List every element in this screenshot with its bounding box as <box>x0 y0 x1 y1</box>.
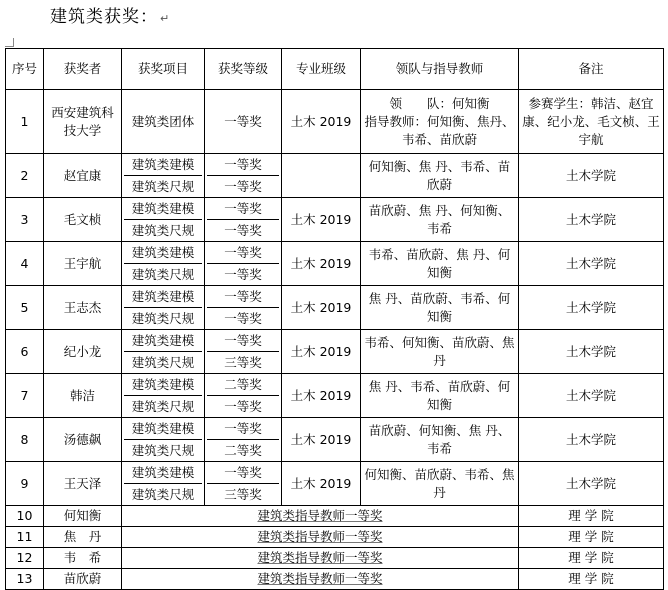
row-winner: 王宇航 <box>44 242 122 286</box>
header-project: 获奖项目 <box>122 49 205 90</box>
row-project: 建筑类团体 <box>122 90 205 154</box>
header-level: 获奖等级 <box>205 49 282 90</box>
row-remark: 土木学院 <box>519 418 664 462</box>
teacher-row <box>6 506 664 527</box>
row-projects <box>122 374 205 418</box>
row-award <box>122 569 519 590</box>
row-levels <box>205 286 282 330</box>
row-class: 土木 2019 <box>282 418 361 462</box>
team-row <box>6 90 664 154</box>
row-no: 2 <box>6 154 44 198</box>
row-teachers: 韦希、何知衡、苗欣蔚、焦 丹 <box>361 330 519 374</box>
project-item: 建筑类建模 <box>131 157 195 172</box>
row-remark: 理 学 院 <box>519 569 664 590</box>
level-item: 二等奖 <box>224 377 262 392</box>
row-no: 8 <box>6 418 44 462</box>
row-remark: 理 学 院 <box>519 527 664 548</box>
level-item: 一等奖 <box>207 307 279 329</box>
row-winner: 毛文桢 <box>44 198 122 242</box>
row-remark: 理 学 院 <box>519 548 664 569</box>
project-item: 建筑类尺规 <box>124 175 202 197</box>
row-winner: 焦 丹 <box>44 527 122 548</box>
row-remark: 土木学院 <box>519 242 664 286</box>
level-item: 一等奖 <box>207 175 279 197</box>
row-projects <box>122 198 205 242</box>
row-class: 土木 2019 <box>282 374 361 418</box>
row-no: 6 <box>6 330 44 374</box>
project-item: 建筑类尺规 <box>124 263 202 285</box>
teacher-row <box>6 527 664 548</box>
row-winner: 西安建筑科技大学 <box>44 90 122 154</box>
row-remark: 土木学院 <box>519 462 664 506</box>
row-levels <box>205 198 282 242</box>
row-teachers: 韦希、苗欣蔚、焦 丹、何知衡 <box>361 242 519 286</box>
heading-text: 建筑类获奖： <box>50 7 158 27</box>
row-teachers: 何知衡、焦 丹、韦希、苗欣蔚 <box>361 154 519 198</box>
level-item: 一等奖 <box>224 157 262 172</box>
level-item: 一等奖 <box>207 395 279 417</box>
row-teachers: 苗欣蔚、焦 丹、何知衡、韦希 <box>361 198 519 242</box>
row-projects <box>122 286 205 330</box>
award-text: 建筑类指导教师一等奖 <box>257 550 383 565</box>
row-projects <box>122 462 205 506</box>
row-no: 10 <box>6 506 44 527</box>
row-remark: 土木学院 <box>519 374 664 418</box>
row-levels <box>205 374 282 418</box>
row-winner: 王天泽 <box>44 462 122 506</box>
header-teachers: 领队与指导教师 <box>361 49 519 90</box>
header-winner: 获奖者 <box>44 49 122 90</box>
level-item: 一等奖 <box>224 245 262 260</box>
level-item: 三等奖 <box>207 351 279 373</box>
header-no: 序号 <box>6 49 44 90</box>
table-row <box>6 154 664 198</box>
project-item: 建筑类尺规 <box>124 483 202 505</box>
row-winner: 纪小龙 <box>44 330 122 374</box>
paragraph-mark: ↵ <box>160 12 171 25</box>
row-winner: 韩洁 <box>44 374 122 418</box>
row-award <box>122 506 519 527</box>
level-item: 一等奖 <box>224 333 262 348</box>
project-item: 建筑类尺规 <box>124 307 202 329</box>
teacher-row <box>6 548 664 569</box>
level-item: 二等奖 <box>207 439 279 461</box>
row-levels <box>205 154 282 198</box>
row-winner: 何知衡 <box>44 506 122 527</box>
row-class <box>282 154 361 198</box>
project-item: 建筑类建模 <box>131 377 195 392</box>
row-winner: 汤德飙 <box>44 418 122 462</box>
page-corner-marker <box>5 38 14 47</box>
row-class: 土木 2019 <box>282 462 361 506</box>
award-text: 建筑类指导教师一等奖 <box>257 571 383 586</box>
table-row <box>6 462 664 506</box>
row-remark: 土木学院 <box>519 198 664 242</box>
row-no: 11 <box>6 527 44 548</box>
row-award <box>122 548 519 569</box>
row-level: 一等奖 <box>205 90 282 154</box>
table-row <box>6 418 664 462</box>
project-item: 建筑类尺规 <box>124 395 202 417</box>
project-item: 建筑类建模 <box>131 333 195 348</box>
table-row <box>6 242 664 286</box>
level-item: 一等奖 <box>207 263 279 285</box>
award-text: 建筑类指导教师一等奖 <box>257 508 383 523</box>
row-levels <box>205 462 282 506</box>
row-projects <box>122 242 205 286</box>
row-teachers: 焦 丹、韦希、苗欣蔚、何知衡 <box>361 374 519 418</box>
header-remark: 备注 <box>519 49 664 90</box>
row-projects <box>122 418 205 462</box>
row-winner: 赵宜康 <box>44 154 122 198</box>
row-remark: 参赛学生：韩洁、赵宜康、纪小龙、毛文桢、王宇航 <box>519 90 664 154</box>
row-levels <box>205 418 282 462</box>
project-item: 建筑类建模 <box>131 465 195 480</box>
row-no: 9 <box>6 462 44 506</box>
row-projects <box>122 330 205 374</box>
row-no: 4 <box>6 242 44 286</box>
level-item: 一等奖 <box>224 289 262 304</box>
project-item: 建筑类尺规 <box>124 439 202 461</box>
teacher-row <box>6 569 664 590</box>
table-row <box>6 374 664 418</box>
row-winner: 韦 希 <box>44 548 122 569</box>
row-levels <box>205 242 282 286</box>
project-item: 建筑类建模 <box>131 201 195 216</box>
row-class: 土木 2019 <box>282 198 361 242</box>
level-item: 一等奖 <box>224 421 262 436</box>
row-teachers <box>361 90 519 154</box>
row-class: 土木 2019 <box>282 90 361 154</box>
row-remark: 土木学院 <box>519 154 664 198</box>
row-projects <box>122 154 205 198</box>
row-winner: 苗欣蔚 <box>44 569 122 590</box>
level-item: 一等奖 <box>224 201 262 216</box>
row-class: 土木 2019 <box>282 242 361 286</box>
row-award <box>122 527 519 548</box>
page-heading <box>50 2 170 27</box>
project-item: 建筑类建模 <box>131 245 195 260</box>
level-item: 一等奖 <box>207 219 279 241</box>
row-no: 5 <box>6 286 44 330</box>
table-row <box>6 198 664 242</box>
row-no: 7 <box>6 374 44 418</box>
level-item: 三等奖 <box>207 483 279 505</box>
row-no: 3 <box>6 198 44 242</box>
level-item: 一等奖 <box>224 465 262 480</box>
project-item: 建筑类建模 <box>131 289 195 304</box>
advisors-line: 指导教师：何知衡、焦丹、韦希、苗欣蔚 <box>364 113 515 147</box>
award-text: 建筑类指导教师一等奖 <box>257 529 383 544</box>
row-remark: 土木学院 <box>519 330 664 374</box>
header-row <box>6 49 664 90</box>
row-no: 12 <box>6 548 44 569</box>
table-row <box>6 286 664 330</box>
project-item: 建筑类尺规 <box>124 351 202 373</box>
row-teachers: 何知衡、苗欣蔚、韦希、焦 丹 <box>361 462 519 506</box>
table-row <box>6 330 664 374</box>
project-item: 建筑类建模 <box>131 421 195 436</box>
row-remark: 理 学 院 <box>519 506 664 527</box>
row-teachers: 苗欣蔚、何知衡、焦 丹、韦希 <box>361 418 519 462</box>
row-teachers: 焦 丹、苗欣蔚、韦希、何知衡 <box>361 286 519 330</box>
row-no: 13 <box>6 569 44 590</box>
row-class: 土木 2019 <box>282 286 361 330</box>
row-no: 1 <box>6 90 44 154</box>
header-class: 专业班级 <box>282 49 361 90</box>
project-item: 建筑类尺规 <box>124 219 202 241</box>
row-class: 土木 2019 <box>282 330 361 374</box>
awards-table <box>5 48 664 590</box>
row-remark: 土木学院 <box>519 286 664 330</box>
row-winner: 王志杰 <box>44 286 122 330</box>
leader-line: 领 队：何知衡 <box>389 95 490 111</box>
row-levels <box>205 330 282 374</box>
